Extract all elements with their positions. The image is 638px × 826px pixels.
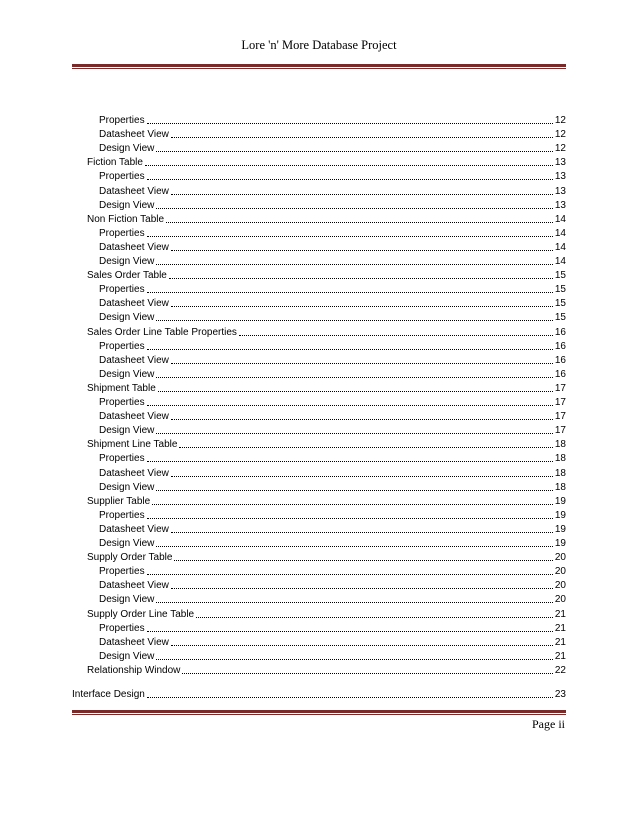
toc-entry[interactable] <box>99 565 566 578</box>
toc-entry-label: Datasheet View <box>99 185 169 197</box>
toc-dot-leader <box>147 630 553 632</box>
toc-entry[interactable] <box>87 326 566 339</box>
page-number: Page ii <box>532 717 565 731</box>
toc-entry-page-number: 15 <box>554 270 566 282</box>
toc-entry-page-number: 16 <box>554 340 566 352</box>
toc-entry-page-number: 12 <box>554 115 566 126</box>
toc-entry-page-number: 13 <box>554 185 566 197</box>
toc-entry[interactable] <box>87 438 566 451</box>
toc-entry-page-number: 15 <box>554 298 566 310</box>
toc-entry-page-number: 21 <box>554 622 566 634</box>
toc-dot-leader <box>147 696 553 698</box>
toc-dot-leader <box>156 150 552 152</box>
toc-dot-leader <box>171 475 553 477</box>
running-header-title: Lore 'n' More Database Project <box>241 38 397 52</box>
toc-entry-label: Relationship Window <box>87 664 181 676</box>
toc-dot-leader <box>239 334 553 336</box>
toc-entry[interactable] <box>99 368 566 381</box>
toc-entry[interactable] <box>99 114 566 127</box>
toc-dot-leader <box>156 489 552 491</box>
toc-dot-leader <box>152 503 553 505</box>
toc-entry-page-number: 13 <box>554 171 566 183</box>
toc-entry-label: Design View <box>99 538 155 549</box>
toc-dot-leader <box>147 404 553 406</box>
toc-dot-leader <box>171 136 553 138</box>
toc-entry-label: Properties <box>99 566 145 578</box>
toc-entry-label: Supply Order Table <box>87 552 173 564</box>
toc-entry[interactable] <box>99 396 566 409</box>
toc-entry-label: Shipment Line Table <box>87 439 178 451</box>
toc-entry[interactable] <box>99 452 566 465</box>
toc-dot-leader <box>171 644 553 646</box>
toc-entry[interactable] <box>99 636 566 649</box>
toc-entry-page-number: 12 <box>554 129 566 141</box>
toc-entry[interactable] <box>99 650 566 663</box>
toc-entry[interactable] <box>87 269 566 282</box>
footer-rule <box>72 710 566 715</box>
toc-entry-page-number: 17 <box>554 382 566 394</box>
toc-entry-page-number: 18 <box>554 467 566 479</box>
toc-entry-page-number: 17 <box>554 397 566 408</box>
toc-entry-label: Properties <box>99 171 145 183</box>
toc-entry-page-number: 16 <box>554 368 566 380</box>
toc-entry[interactable] <box>99 199 566 212</box>
toc-entry[interactable] <box>99 424 566 437</box>
toc-entry[interactable] <box>99 481 566 494</box>
toc-entry-label: Properties <box>99 397 145 408</box>
toc-entry[interactable] <box>87 382 566 395</box>
toc-entry-page-number: 19 <box>554 538 566 549</box>
toc-entry-page-number: 15 <box>554 312 566 324</box>
toc-entry-label: Design View <box>99 594 155 606</box>
toc-dot-leader <box>147 348 553 350</box>
toc-entry-label: Shipment Table <box>87 382 156 394</box>
toc-entry-label: Design View <box>99 199 155 211</box>
toc-entry[interactable] <box>99 410 566 423</box>
toc-dot-leader <box>166 221 553 223</box>
toc-entry-page-number: 18 <box>554 453 566 465</box>
toc-entry-page-number: 19 <box>554 523 566 535</box>
toc-entry-label: Properties <box>99 453 145 465</box>
toc-entry[interactable] <box>99 579 566 592</box>
toc-entry-page-number: 20 <box>554 594 566 606</box>
toc-entry-label: Design View <box>99 312 155 324</box>
toc-dot-leader <box>147 460 553 462</box>
toc-entry[interactable] <box>87 551 566 564</box>
toc-dot-leader <box>156 319 552 321</box>
toc-dot-leader <box>156 658 552 660</box>
toc-dot-leader <box>147 235 553 237</box>
toc-dot-leader <box>147 517 553 519</box>
toc-entry[interactable] <box>99 523 566 536</box>
toc-entry-page-number: 21 <box>554 650 566 662</box>
toc-entry[interactable] <box>99 340 566 353</box>
toc-entry-page-number: 21 <box>554 636 566 648</box>
toc-dot-leader <box>158 390 553 392</box>
toc-entry[interactable] <box>99 593 566 606</box>
toc-entry-label: Properties <box>99 509 145 521</box>
toc-entry-page-number: 20 <box>554 552 566 564</box>
toc-entry-page-number: 21 <box>554 608 566 620</box>
toc-entry-label: Datasheet View <box>99 241 169 253</box>
toc-entry-page-number: 18 <box>554 439 566 451</box>
footer-rule-thin-line <box>72 714 566 715</box>
toc-entry-label: Non Fiction Table <box>87 213 165 225</box>
toc-dot-leader <box>156 601 552 603</box>
toc-entry-label: Properties <box>99 340 145 352</box>
toc-dot-leader <box>156 376 552 378</box>
toc-entry[interactable] <box>72 688 566 701</box>
toc-entry-page-number: 16 <box>554 354 566 366</box>
toc-entry-label: Design View <box>99 481 155 493</box>
toc-entry[interactable] <box>87 664 566 677</box>
toc-entry[interactable] <box>99 297 566 310</box>
toc-entry[interactable] <box>99 509 566 522</box>
toc-entry-label: Sales Order Line Table Properties <box>87 326 237 338</box>
toc-entry-page-number: 18 <box>554 481 566 493</box>
toc-entry[interactable] <box>99 283 566 296</box>
toc-dot-leader <box>171 587 553 589</box>
toc-dot-leader <box>147 573 553 575</box>
toc-entry-page-number: 19 <box>554 509 566 521</box>
toc-entry-label: Datasheet View <box>99 354 169 366</box>
toc-entry-label: Design View <box>99 425 155 437</box>
toc-entry[interactable] <box>99 142 566 155</box>
toc-dot-leader <box>147 122 553 124</box>
toc-dot-leader <box>174 559 552 561</box>
toc-entry-page-number: 14 <box>554 241 566 253</box>
toc-entry[interactable] <box>99 241 566 254</box>
toc-entry-page-number: 20 <box>554 566 566 578</box>
toc-entry[interactable] <box>99 227 566 240</box>
toc-entry[interactable] <box>99 537 566 550</box>
toc-entry-label: Datasheet View <box>99 636 169 648</box>
toc-entry[interactable] <box>99 622 566 635</box>
toc-entry[interactable] <box>99 128 566 141</box>
toc-entry-label: Properties <box>99 115 145 126</box>
toc-entry-label: Supplier Table <box>87 495 151 507</box>
toc-entry-page-number: 16 <box>554 326 566 338</box>
toc-entry-page-number: 14 <box>554 213 566 225</box>
toc-dot-leader <box>147 178 553 180</box>
toc-entry-page-number: 19 <box>554 495 566 507</box>
toc-entry-page-number: 22 <box>554 664 566 676</box>
toc-entry-label: Datasheet View <box>99 411 169 423</box>
toc-entry-page-number: 20 <box>554 580 566 592</box>
toc-dot-leader <box>196 616 553 618</box>
toc-dot-leader <box>182 672 552 674</box>
toc-entry-label: Datasheet View <box>99 467 169 479</box>
toc-dot-leader <box>179 446 552 448</box>
toc-entry[interactable] <box>99 467 566 480</box>
toc-entry[interactable] <box>99 255 566 268</box>
toc-entry-label: Fiction Table <box>87 157 143 169</box>
toc-entry-label: Sales Order Table <box>87 270 167 282</box>
toc-entry-page-number: 12 <box>554 143 566 155</box>
toc-entry[interactable] <box>99 170 566 183</box>
toc-entry[interactable] <box>87 495 566 508</box>
toc-dot-leader <box>156 207 552 209</box>
toc-entry-label: Design View <box>99 368 155 380</box>
toc-entry[interactable] <box>99 311 566 324</box>
toc-entry-page-number: 15 <box>554 284 566 296</box>
toc-entry-label: Design View <box>99 143 155 155</box>
toc-entry-page-number: 23 <box>554 689 566 700</box>
toc-entry-label: Datasheet View <box>99 298 169 310</box>
toc-entry-page-number: 17 <box>554 425 566 437</box>
toc-entry-label: Datasheet View <box>99 129 169 141</box>
toc-entry-label: Design View <box>99 256 155 267</box>
footer-rule-thick-line <box>72 710 566 713</box>
toc-dot-leader <box>171 362 553 364</box>
toc-dot-leader <box>145 164 553 166</box>
toc-entry-label: Properties <box>99 622 145 634</box>
toc-entry[interactable] <box>87 213 566 226</box>
toc-entry[interactable] <box>87 156 566 169</box>
toc-entry[interactable] <box>87 608 566 621</box>
toc-dot-leader <box>171 418 553 420</box>
toc-entry-label: Design View <box>99 650 155 662</box>
toc-entry-page-number: 13 <box>554 157 566 169</box>
toc-entry-page-number: 17 <box>554 411 566 423</box>
toc-dot-leader <box>171 305 553 307</box>
toc-entry-label: Datasheet View <box>99 580 169 592</box>
toc-dot-leader <box>171 193 553 195</box>
toc-entry[interactable] <box>99 354 566 367</box>
toc-entry-label: Supply Order Line Table <box>87 608 195 620</box>
toc-dot-leader <box>156 432 552 434</box>
toc-entry-page-number: 14 <box>554 256 566 267</box>
toc-entry-label: Properties <box>99 284 145 296</box>
toc-entry-label: Datasheet View <box>99 523 169 535</box>
toc-dot-leader <box>147 291 553 293</box>
toc-dot-leader <box>169 277 553 279</box>
toc-dot-leader <box>156 263 552 265</box>
toc-entry[interactable] <box>99 185 566 198</box>
toc-entry-label: Interface Design <box>72 689 145 700</box>
toc-entry-page-number: 14 <box>554 227 566 239</box>
toc-dot-leader <box>171 249 553 251</box>
toc-dot-leader <box>156 545 552 547</box>
toc-entry-page-number: 13 <box>554 199 566 211</box>
toc-dot-leader <box>171 531 553 533</box>
toc-entry-label: Properties <box>99 227 145 239</box>
